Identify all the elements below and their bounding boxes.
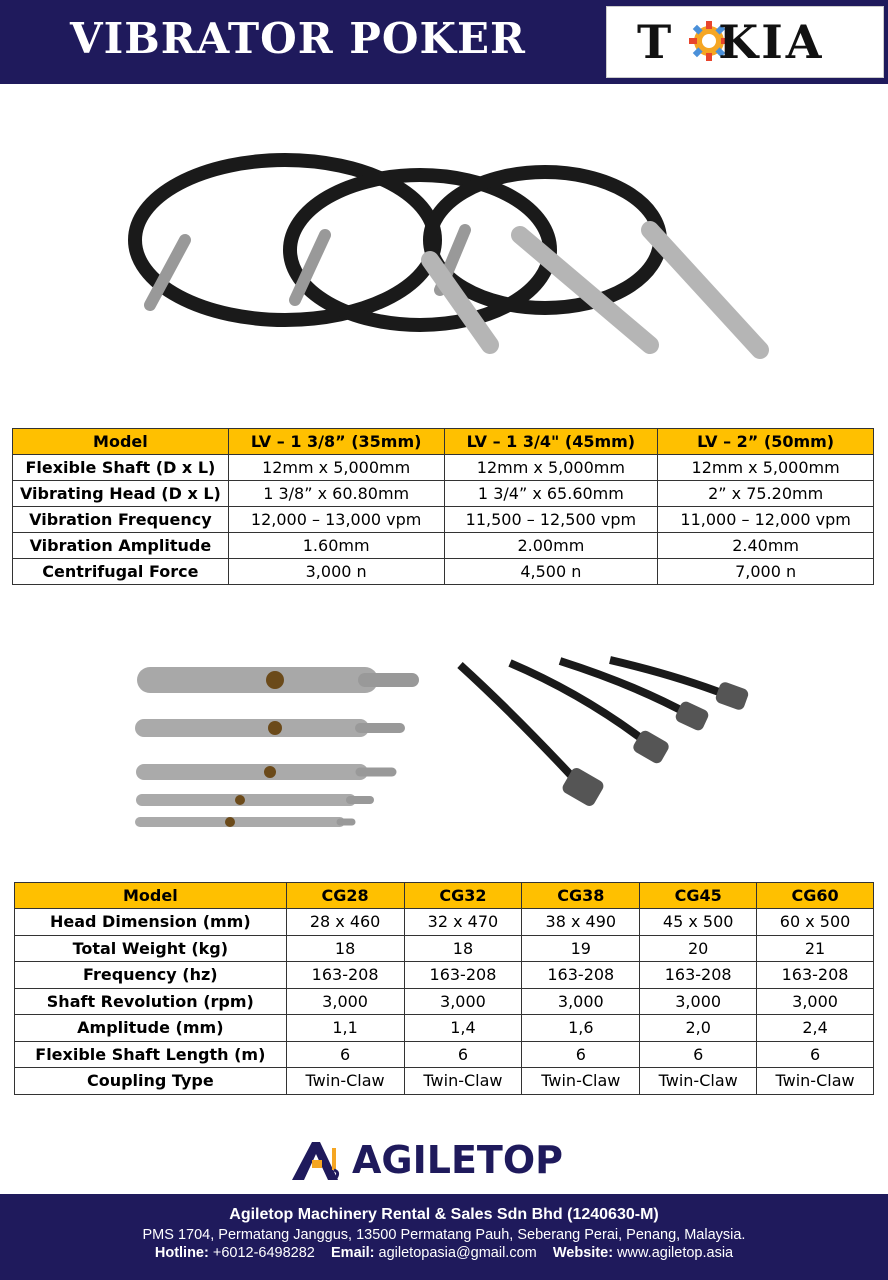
table-cell: 12,000 – 13,000 vpm [228, 507, 444, 533]
table-cell: 12mm x 5,000mm [658, 455, 874, 481]
table-cell: 7,000 n [658, 559, 874, 585]
row-label: Vibrating Head (D x L) [13, 481, 229, 507]
table-cell: 12mm x 5,000mm [228, 455, 444, 481]
table-cell: 28 x 460 [286, 909, 404, 936]
table-cell: 6 [286, 1041, 404, 1068]
table-cell: 1,4 [404, 1015, 522, 1042]
hotline-number[interactable]: +6012-6498282 [212, 1245, 315, 1261]
row-label: Centrifugal Force [13, 559, 229, 585]
header-banner [0, 0, 888, 84]
cg-spec-table [14, 882, 874, 1095]
table-cell: 163-208 [286, 962, 404, 989]
hotline-label: Hotline: [154, 1245, 209, 1261]
table-cell: 2,0 [640, 1015, 757, 1042]
table-cell: 163-208 [522, 962, 640, 989]
table-cell: 1.60mm [228, 533, 444, 559]
table-row [15, 962, 874, 989]
table-cell: 3,000 n [228, 559, 444, 585]
row-label: Frequency (hz) [15, 962, 287, 989]
table-cell: 3,000 [286, 988, 404, 1015]
table-row [13, 533, 874, 559]
website-link[interactable]: www.agiletop.asia [617, 1245, 734, 1261]
row-label: Amplitude (mm) [15, 1015, 287, 1042]
column-header: CG45 [640, 883, 757, 909]
table-row [13, 481, 874, 507]
table-row [15, 1015, 874, 1042]
table-cell: 163-208 [757, 962, 874, 989]
email-link[interactable]: agiletopasia@gmail.com [378, 1245, 537, 1261]
row-label: Total Weight (kg) [15, 935, 287, 962]
table-cell: 163-208 [640, 962, 757, 989]
column-header: CG28 [286, 883, 404, 909]
table-cell: Twin-Claw [286, 1068, 404, 1095]
table-cell: 18 [286, 935, 404, 962]
column-header: CG38 [522, 883, 640, 909]
table-cell: 163-208 [404, 962, 522, 989]
table-row [15, 988, 874, 1015]
vibrator-poker-hoses-photo [110, 140, 780, 380]
row-label: Flexible Shaft Length (m) [15, 1041, 287, 1068]
table-header-row [15, 883, 874, 909]
table-cell: 1,6 [522, 1015, 640, 1042]
table-cell: 11,000 – 12,000 vpm [658, 507, 874, 533]
table-cell: 2.40mm [658, 533, 874, 559]
table-cell: 4,500 n [444, 559, 658, 585]
table-cell: 6 [404, 1041, 522, 1068]
email-label: Email: [331, 1245, 375, 1261]
agiletop-logo-icon [290, 1138, 350, 1184]
table-cell: 60 x 500 [757, 909, 874, 936]
flexible-shafts-photo [455, 655, 765, 845]
table-cell: 2,4 [757, 1015, 874, 1042]
table-row [13, 559, 874, 585]
row-label: Coupling Type [15, 1068, 287, 1095]
table-cell: 1 3/4” x 65.60mm [444, 481, 658, 507]
table-cell: 3,000 [522, 988, 640, 1015]
table-row [15, 1068, 874, 1095]
table-cell: 1 3/8” x 60.80mm [228, 481, 444, 507]
table-row [15, 909, 874, 936]
table-header-row [13, 429, 874, 455]
table-cell: 19 [522, 935, 640, 962]
page-title: VIBRATOR POKER [70, 14, 526, 63]
company-name: Agiletop Machinery Rental & Sales Sdn Bhd (1240630-M) [229, 1206, 659, 1223]
table-cell: 21 [757, 935, 874, 962]
column-header: LV – 2” (50mm) [658, 429, 874, 455]
table-cell: 6 [522, 1041, 640, 1068]
column-header: CG32 [404, 883, 522, 909]
column-header: LV – 1 3/8” (35mm) [228, 429, 444, 455]
table-cell: Twin-Claw [640, 1068, 757, 1095]
row-label: Head Dimension (mm) [15, 909, 287, 936]
table-cell: Twin-Claw [404, 1068, 522, 1095]
table-cell: 11,500 – 12,500 vpm [444, 507, 658, 533]
table-cell: 1,1 [286, 1015, 404, 1042]
table-cell: 3,000 [640, 988, 757, 1015]
table-cell: 38 x 490 [522, 909, 640, 936]
table-row [13, 455, 874, 481]
row-label: Flexible Shaft (D x L) [13, 455, 229, 481]
row-label: Vibration Frequency [13, 507, 229, 533]
table-row [13, 507, 874, 533]
table-cell: 6 [640, 1041, 757, 1068]
table-cell: 18 [404, 935, 522, 962]
table-cell: 6 [757, 1041, 874, 1068]
table-cell: 20 [640, 935, 757, 962]
column-header: CG60 [757, 883, 874, 909]
table-cell: 32 x 470 [404, 909, 522, 936]
row-label: Vibration Amplitude [13, 533, 229, 559]
company-address: PMS 1704, Permatang Janggus, 13500 Permatang Pauh, Seberang Perai, Penang, Malaysia. [142, 1227, 746, 1243]
lv-spec-table [12, 428, 874, 585]
column-header: LV – 1 3/4" (45mm) [444, 429, 658, 455]
table-cell: 3,000 [757, 988, 874, 1015]
table-cell: 3,000 [404, 988, 522, 1015]
table-cell: 45 x 500 [640, 909, 757, 936]
table-cell: 2” x 75.20mm [658, 481, 874, 507]
agiletop-logo-text: AGILETOP [352, 1138, 563, 1182]
table-cell: Twin-Claw [757, 1068, 874, 1095]
table-cell: 2.00mm [444, 533, 658, 559]
brand-letters: T KIA [637, 15, 825, 69]
tokia-logo [606, 6, 884, 78]
contact-line [0, 1245, 888, 1261]
column-header: Model [15, 883, 287, 909]
vibrator-heads-photo [130, 650, 420, 840]
column-header: Model [13, 429, 229, 455]
table-cell: 12mm x 5,000mm [444, 455, 658, 481]
row-label: Shaft Revolution (rpm) [15, 988, 287, 1015]
table-row [15, 935, 874, 962]
website-label: Website: [552, 1245, 614, 1261]
table-row [15, 1041, 874, 1068]
table-cell: Twin-Claw [522, 1068, 640, 1095]
footer [0, 1194, 888, 1280]
